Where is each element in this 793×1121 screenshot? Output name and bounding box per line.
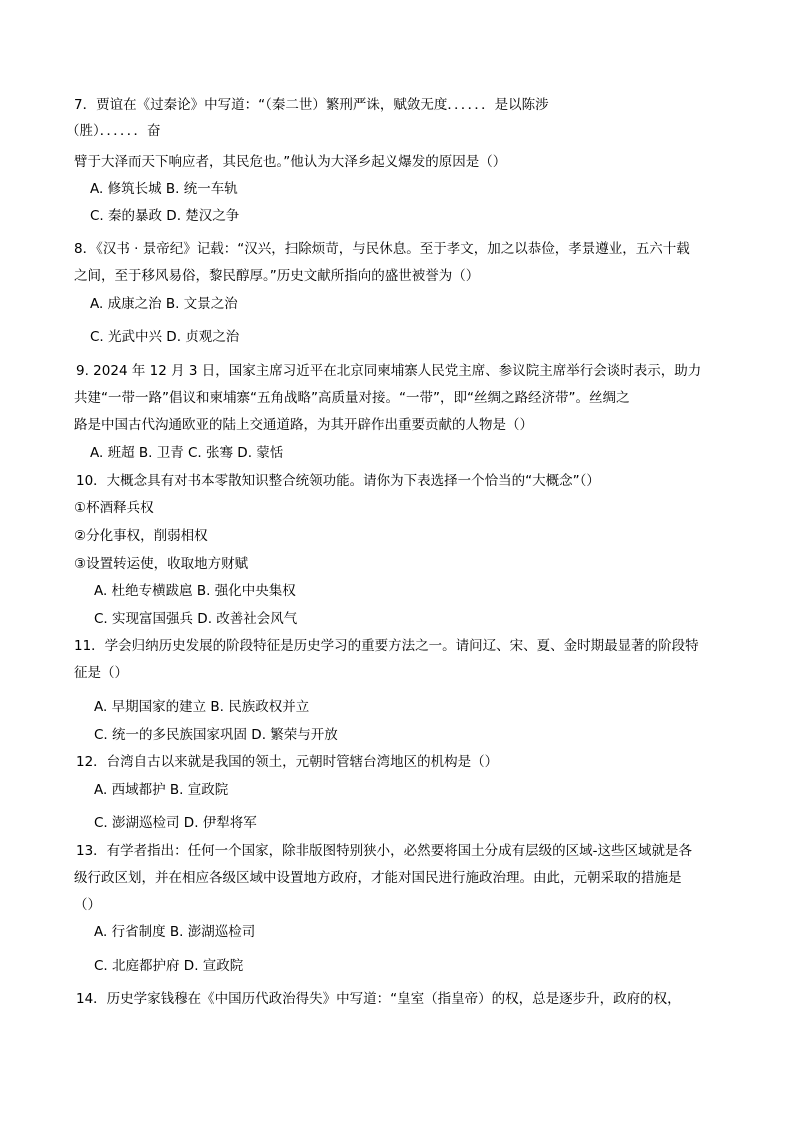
question-8-line-1: 8．《汉书 · 景帝纪》记载：“汉兴，扫除烦苛，与民休息。至于孝文，加之以恭俭，孝景遵业，五六十载 (74, 241, 690, 257)
question-11-line-1: 11．学会归纳历史发展的阶段特征是历史学习的重要方法之一。请问辽、宋、夏、金时期最显著的阶段特 (74, 638, 699, 654)
question-14-line-1: 14．历史学家钱穆在《中国历代政治得失》中写道：“皇室（指皇帝）的权，总是逐步升，政府的权， (76, 991, 681, 1007)
question-10-options-cd: C. 实现富国强兵 D. 改善社会风气 (94, 611, 298, 627)
question-10-item-3: ③设置转运使，收取地方财赋 (74, 556, 249, 572)
question-10-item-2: ②分化事权，削弱相权 (74, 528, 208, 544)
question-9-line-3: 路是中国古代沟通欧亚的陆上交通道路，为其开辟作出重要贡献的人物是（） (74, 417, 533, 433)
question-11-options-cd: C. 统一的多民族国家巩固 D. 繁荣与开放 (94, 727, 338, 743)
question-10-item-1: ①杯酒释兵权 (74, 500, 154, 516)
question-8-options-cd: C. 光武中兴 D. 贞观之治 (90, 329, 240, 345)
question-7-line-1: 7．贾谊在《过秦论》中写道：“（秦二世）繁刑严诛，赋敛无度．．．．．．是以陈涉 (74, 97, 549, 113)
question-13-line-1: 13．有学者指出：任何一个国家，除非版图特别狭小，必然要将国土分成有层级的区域-这些区域就是各 (76, 843, 693, 859)
question-12-line-1: 12．台湾自古以来就是我国的领土，元朝时管辖台湾地区的机构是（） (76, 754, 499, 770)
question-7-options-cd: C. 秦的暴政 D. 楚汉之争 (90, 208, 240, 224)
question-9-line-2: 共建“一带一路”倡议和柬埔寨“五角战略”高质量对接。“一带”，即“丝绸之路经济带”。丝绸之 (74, 390, 630, 406)
question-11-options-ab: A. 早期国家的建立 B. 民族政权并立 (94, 699, 310, 715)
question-10-options-ab: A. 杜绝专横跋扈 B. 强化中央集权 (94, 583, 296, 599)
question-12-options-cd: C. 澎湖巡检司 D. 伊犁将军 (94, 815, 257, 831)
question-9-options: A. 班超 B. 卫青 C. 张骞 D. 蒙恬 (90, 445, 284, 461)
question-8-options-ab: A. 成康之治 B. 文景之治 (90, 296, 238, 312)
question-11-line-2: 征是（） (74, 665, 128, 681)
question-13-options-ab: A. 行省制度 B. 澎湖巡检司 (94, 924, 256, 940)
question-7-line-3: 臂于大泽而天下响应者，其民危也。”他认为大泽乡起义爆发的原因是（） (74, 154, 507, 170)
question-12-options-ab: A. 西域都护 B. 宣政院 (94, 782, 229, 798)
question-13-line-2: 级行政区划，并在相应各级区域中设置地方政府，才能对国民进行施政治理。由此，元朝采取的措施是 (74, 870, 682, 886)
question-10-line-1: 10．大概念具有对书本零散知识整合统领功能。请你为下表选择一个恰当的“大概念”（） (76, 473, 600, 489)
question-8-line-2: 之间，至于移风易俗，黎民醇厚。”历史文献所指向的盛世被誉为（） (74, 268, 480, 284)
question-9-line-1: 9. 2024 年 12 月 3 日，国家主席习近平在北京同柬埔寨人民党主席、参议院主席举行会谈时表示，助力 (76, 363, 702, 379)
question-7-options-ab: A. 修筑长城 B. 统一车轨 (90, 181, 238, 197)
question-13-options-cd: C. 北庭都护府 D. 宣政院 (94, 958, 244, 974)
question-7-line-2: （胜）．．．．．．奋 (66, 123, 161, 139)
question-13-line-3: （） (74, 897, 101, 913)
